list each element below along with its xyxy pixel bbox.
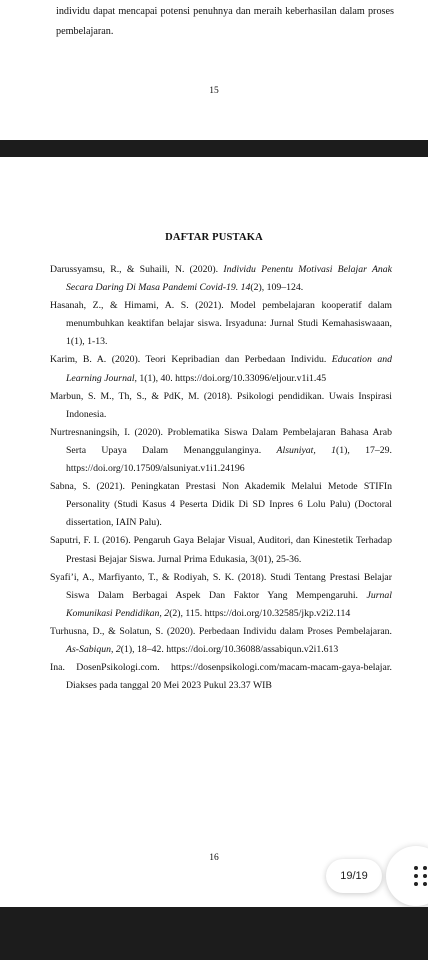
reference-text: (1), 17–29. https://doi.org/10.17509/alsuniyat.v1i1.24196	[66, 444, 392, 475]
reference-list	[50, 261, 392, 695]
reference-entry	[50, 261, 392, 297]
reference-entry	[50, 424, 392, 478]
page-gap	[0, 140, 428, 157]
reference-italic: As-Sabiqun, 2	[66, 643, 121, 655]
reference-italic: Individu Penentu Motivasi Belajar Anak Secara Daring Di Masa Pandemi Covid-19. 14	[66, 264, 392, 294]
reference-text: (2), 109–124.	[250, 282, 304, 294]
reference-text: Ina. DosenPsikologi.com. https://dosenpsikologi.com/macam-macam-gaya-belajar. Diakses pada tanggal 20 Mei 2023 Pukul 23.37 WIB	[50, 662, 392, 692]
reference-text: Turhusna, D., & Solatun, S. (2020). Perbedaan Individu dalam Proses Pembelajaran.	[50, 625, 392, 637]
reference-italic: Alsuniyat, 1	[276, 444, 337, 456]
grid-dots-icon	[414, 866, 428, 886]
reference-text: Syafi’i, A., Marfiyanto, T., & Rodiyah, S. K. (2018). Studi Tentang Prestasi Belajar Siswa Dalam Berbagai Aspek Dan Faktor Yang Mempengaruhi.	[50, 571, 392, 601]
reference-text: Sabna, S. (2021). Peningkatan Prestasi Non Akademik Melalui Metode STIFIn Personality (Studi Kasus 4 Peserta Didik Di SD Inpres 6 Lolu Palu) (Doctoral dissertation, IAIN Palu).	[50, 481, 392, 529]
page-number: 15	[209, 86, 219, 96]
bottom-bar	[0, 907, 428, 960]
reference-entry	[50, 388, 392, 424]
reference-entry	[50, 297, 392, 351]
document-page-15	[0, 0, 428, 140]
page-indicator[interactable]: 19/19	[326, 859, 382, 893]
reference-entry	[50, 478, 392, 532]
reference-text: Darussyamsu, R., & Suhaili, N. (2020).	[50, 264, 224, 275]
reference-italic: Education and Learning Journal	[66, 354, 393, 384]
reference-text: Karim, B. A. (2020). Teori Kepribadian dan Perbedaan Individu.	[50, 354, 332, 366]
reference-text: Nurtresnaningsih, I. (2020). Problematika Siswa Dalam Pembelajaran Bahasa Arab Serta Upaya Dalam Menanggulanginya.	[50, 426, 392, 456]
reference-text: (2), 115. https://doi.org/10.32585/jkp.v2i2.114	[169, 607, 351, 619]
page-title: DAFTAR PUSTAKA	[165, 232, 263, 243]
reference-text: Saputri, F. I. (2016). Pengaruh Gaya Belajar Visual, Auditori, dan Kinestetik Terhadap Prestasi Bejajar Siswa. Jurnal Prima Edukasia, 3(01), 25-36.	[50, 535, 392, 565]
reference-text: , 1(1), 40. https://doi.org/10.33096/eljour.v1i1.45	[134, 372, 327, 384]
reference-entry	[50, 623, 392, 659]
reference-text: Hasanah, Z., & Himami, A. S. (2021). Model pembelajaran kooperatif dalam menumbuhkan keaktifan belajar siswa. Irsyaduna: Jurnal Studi Kemahasiswaaan, 1(1), 1-13.	[50, 300, 392, 348]
reference-text: Marbun, S. M., Th, S., & PdK, M. (2018). Psikologi pendidikan. Uwais Inspirasi Indonesia.	[50, 390, 392, 420]
reference-italic: Jurnal Komunikasi Pendidikan, 2	[66, 589, 392, 619]
reference-entry	[50, 569, 392, 623]
reference-entry	[50, 351, 392, 387]
reference-entry	[50, 659, 392, 695]
document-page-16	[0, 157, 428, 907]
page-number: 16	[209, 853, 219, 863]
paragraph-text: individu dapat mencapai potensi penuhnya dan meraih keberhasilan dalam proses pembelajaran.	[56, 6, 394, 37]
reference-entry	[50, 532, 392, 568]
reference-text: (1), 18–42. https://doi.org/10.36088/assabiqun.v2i1.613	[120, 643, 339, 655]
